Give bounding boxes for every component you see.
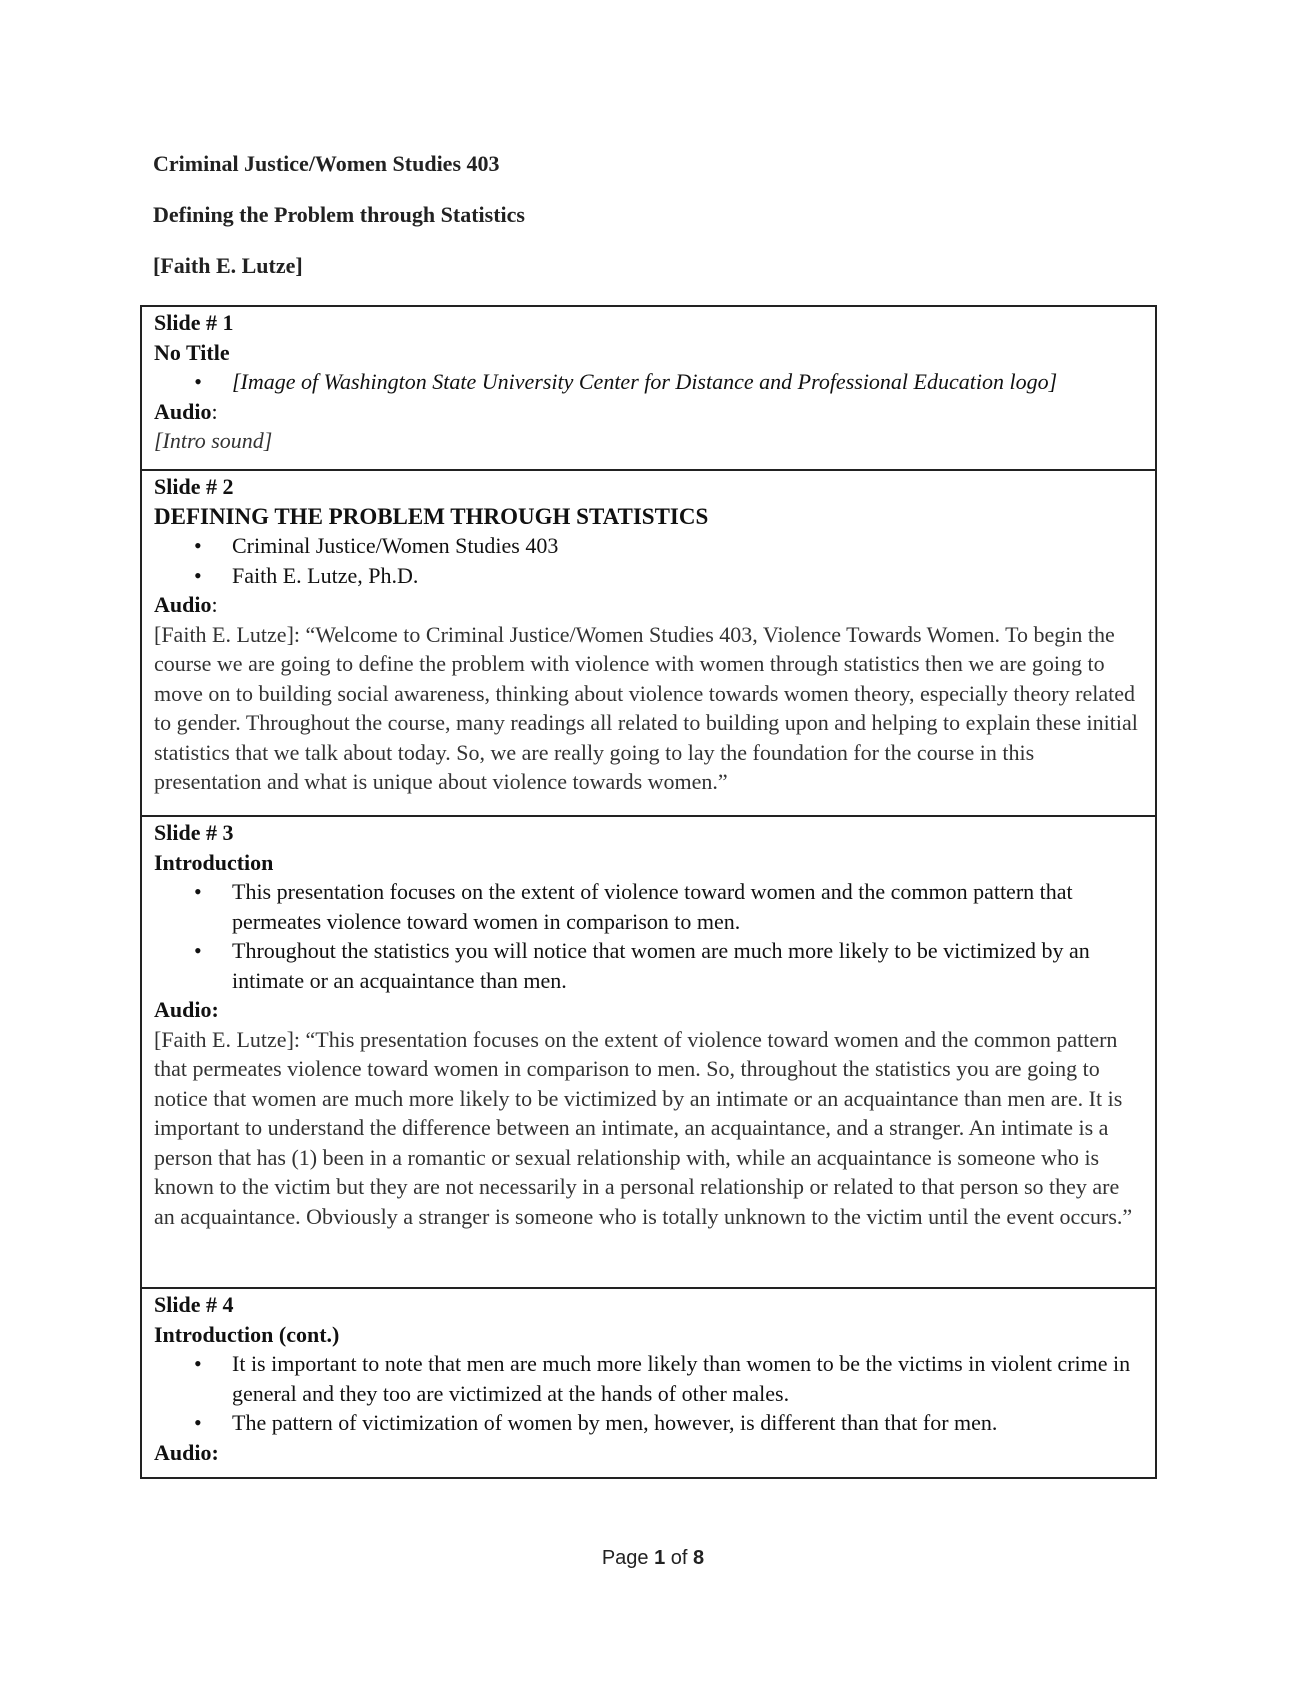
slide-transcript-table	[140, 305, 1157, 1479]
bullet-item: • It is important to note that men are much more likely than women to be the victims in violent crime in general and they too are victimized at the hands of other males.	[232, 1349, 1145, 1408]
audio-transcript: [Faith E. Lutze]: “Welcome to Criminal Justice/Women Studies 403, Violence Towards Women. To begin the course we are going to define the problem with violence with women through statistics then we are going to move on to building social awareness, thinking about violence towards women theory, especially theory related to gender. Throughout the course, many readings all related to building upon and helping to explain these initial statistics that we talk about today. So, we are really going to lay the foundation for the course in this presentation and what is unique about violence towards women.”	[154, 621, 1138, 794]
author-name: [Faith E. Lutze]	[153, 253, 303, 278]
slide-bullets	[154, 531, 1145, 590]
slide-title: Introduction	[154, 849, 274, 875]
slide-title: No Title	[154, 339, 230, 365]
slide-bullets	[154, 367, 1145, 397]
page-word: Page	[601, 1547, 649, 1569]
slide-row-3	[141, 816, 1156, 1288]
audio-label-text: Audio	[154, 592, 212, 617]
slide-number: Slide # 3	[154, 820, 234, 845]
slide-number: Slide # 4	[154, 1292, 234, 1317]
slide-cell	[141, 816, 1156, 1288]
slide-bullets	[154, 877, 1145, 995]
audio-label: Audio:	[154, 398, 218, 424]
slide-title: Introduction (cont.)	[154, 1321, 340, 1347]
current-page-number: 1	[654, 1547, 666, 1569]
audio-label: Audio:	[154, 997, 219, 1022]
audio-label: Audio:	[154, 592, 218, 617]
slide-row-2	[141, 470, 1156, 816]
slide-row-1	[141, 306, 1156, 470]
bullet-item: • Criminal Justice/Women Studies 403	[232, 531, 1145, 561]
audio-transcript: [Faith E. Lutze]: “This presentation focuses on the extent of violence toward women and the common pattern that permeates violence toward women in comparison to men. So, throughout the statistics you are going to notice that women are much more likely to be victimized by an intimate or an acquaintance than men are. It is important to understand the difference between an intimate, an acquaintance, and a stranger. An intimate is a person that has (1) been in a romantic or sexual relationship with, while an acquaintance is someone who is known to the victim but they are not necessarily in a personal relationship or related to that person so they are an acquaintance. Obviously a stranger is someone who is totally unknown to the victim until the event occurs.”	[154, 1026, 1133, 1229]
document-title: Defining the Problem through Statistics	[153, 202, 525, 227]
page-footer	[0, 1547, 1306, 1570]
of-word: of	[670, 1547, 688, 1569]
bullet-item: • Throughout the statistics you will notice that women are much more likely to be victimized by an intimate or an acquaintance than men.	[232, 936, 1145, 995]
audio-label-text: Audio	[154, 398, 212, 424]
bullet-item: • Faith E. Lutze, Ph.D.	[232, 561, 1145, 591]
bullet-item: • [Image of Washington State University Center for Distance and Professional Education logo]	[232, 367, 1145, 397]
slide-cell	[141, 306, 1156, 470]
slide-row-4	[141, 1288, 1156, 1478]
slide-number: Slide # 1	[154, 310, 234, 335]
slide-number: Slide # 2	[154, 474, 234, 499]
slide-cell	[141, 1288, 1156, 1478]
slide-bullets	[154, 1349, 1145, 1438]
bullet-item: • The pattern of victimization of women by men, however, is different than that for men.	[232, 1408, 1145, 1438]
document-header	[153, 150, 1153, 303]
course-title: Criminal Justice/Women Studies 403	[153, 151, 500, 176]
slide-title: DEFINING THE PROBLEM THROUGH STATISTICS	[154, 503, 709, 529]
bullet-item: • This presentation focuses on the extent of violence toward women and the common pattern that permeates violence toward women in comparison to men.	[232, 877, 1145, 936]
slide-cell	[141, 470, 1156, 816]
audio-label: Audio:	[154, 1439, 219, 1465]
total-page-count: 8	[693, 1547, 705, 1569]
audio-transcript: [Intro sound]	[154, 428, 273, 453]
